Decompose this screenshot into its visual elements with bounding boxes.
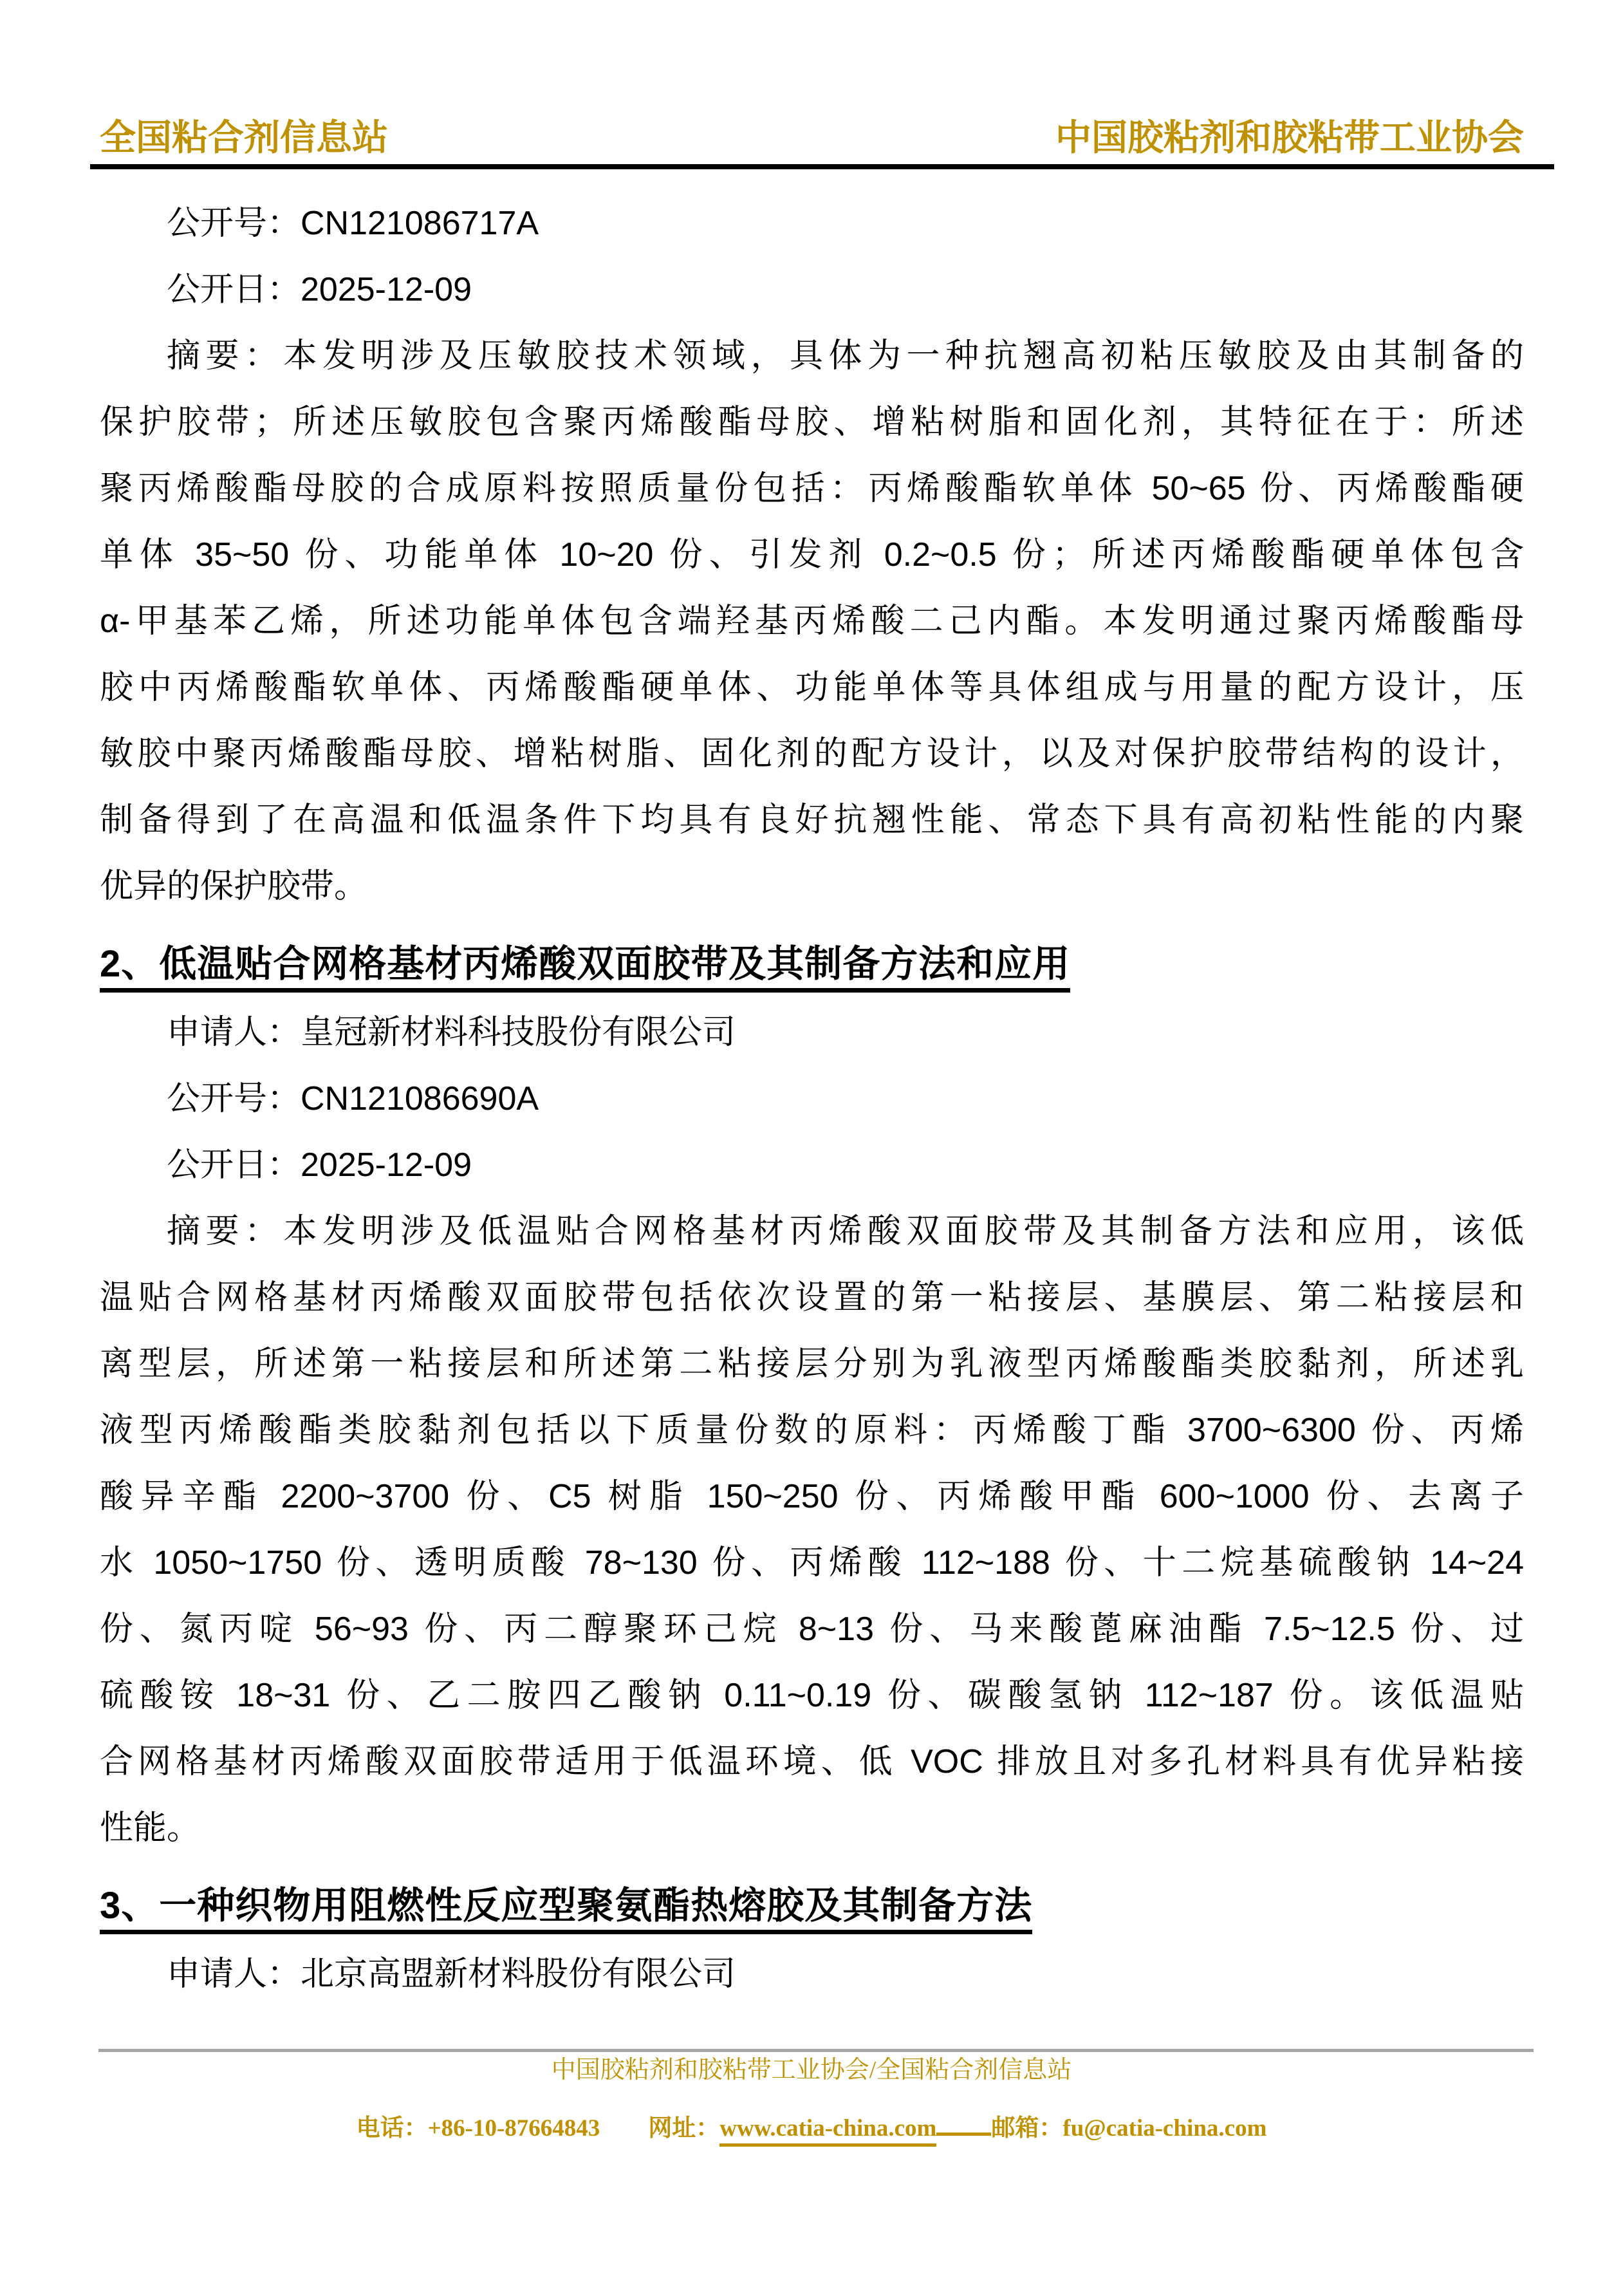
abstract-line: 摘要：本发明涉及低温贴合网格基材丙烯酸双面胶带及其制备方法和应用，该低 [167, 1213, 1524, 1250]
abstract-line: 胶中丙烯酸酯软单体、丙烯酸酯硬单体、功能单体等具体组成与用量的配方设计，压 [100, 669, 1524, 706]
publication-number-line: 公开号：CN121086717A [167, 205, 539, 242]
header-divider-rule [90, 164, 1554, 169]
abstract-line: 水 1050~1750 份、透明质酸 78~130 份、丙烯酸 112~188 份、十二烷基硫酸钠 14~24 [100, 1544, 1524, 1582]
abstract-line: 摘要：本发明涉及压敏胶技术领域，具体为一种抗翘高初粘压敏胶及由其制备的 [167, 337, 1524, 375]
footer-organization-line: 中国胶粘剂和胶粘带工业协会/全国粘合剂信息站 [551, 2057, 1072, 2084]
page-header [100, 118, 1524, 159]
footer-site-link[interactable]: www.catia-china.com [719, 2115, 936, 2147]
publication-date-line: 公开日：2025-12-09 [167, 271, 472, 308]
abstract-line: 敏胶中聚丙烯酸酯母胶、增粘树脂、固化剂的配方设计，以及对保护胶带结构的设计， [100, 735, 1524, 772]
abstract-line: 单体 35~50 份、功能单体 10~20 份、引发剂 0.2~0.5 份；所述丙烯酸酯硬单体包含 [100, 536, 1524, 574]
abstract-line: 酸异辛酯 2200~3700 份、C5 树脂 150~250 份、丙烯酸甲酯 600~1000 份、去离子 [100, 1478, 1524, 1515]
abstract-line: α-甲基苯乙烯，所述功能单体包含端羟基丙烯酸二己内酯。本发明通过聚丙烯酸酯母 [100, 602, 1524, 640]
publication-number-line: 公开号：CN121086690A [167, 1080, 539, 1117]
abstract-line: 温贴合网格基材丙烯酸双面胶带包括依次设置的第一粘接层、基膜层、第二粘接层和 [100, 1279, 1524, 1316]
abstract-line: 优异的保护胶带。 [100, 868, 368, 905]
publication-date-line: 公开日：2025-12-09 [167, 1146, 472, 1184]
footer-email: 邮箱：fu@catia-china.com [991, 2115, 1267, 2142]
footer-site-underline-tail [936, 2109, 991, 2136]
document-body [100, 191, 1524, 2008]
abstract-line: 份、氮丙啶 56~93 份、丙二醇聚环己烷 8~13 份、马来酸蓖麻油酯 7.5~12.5 份、过 [100, 1610, 1524, 1648]
header-right-title: 中国胶粘剂和胶粘带工业协会 [1055, 118, 1524, 158]
abstract-line: 液型丙烯酸酯类胶黏剂包括以下质量份数的原料：丙烯酸丁酯 3700~6300 份、丙烯 [100, 1412, 1524, 1449]
footer-phone: 电话：+86-10-87664843 [356, 2115, 600, 2142]
patent2-title-heading [100, 929, 1524, 1000]
applicant-line: 申请人：皇冠新材料科技股份有限公司 [167, 1014, 736, 1051]
patent3-title-heading [100, 1871, 1524, 1941]
applicant-line: 申请人：北京高盟新材料股份有限公司 [167, 1955, 736, 1993]
abstract-line: 制备得到了在高温和低温条件下均具有良好抗翘性能、常态下具有高初粘性能的内聚 [100, 801, 1524, 839]
header-left-title: 全国粘合剂信息站 [100, 118, 388, 158]
abstract-line: 性能。 [100, 1809, 201, 1847]
footer-divider-rule [98, 2049, 1534, 2052]
abstract-line: 离型层，所述第一粘接层和所述第二粘接层分别为乳液型丙烯酸酯类胶黏剂，所述乳 [100, 1345, 1524, 1383]
abstract-line: 硫酸铵 18~31 份、乙二胺四乙酸钠 0.11~0.19 份、碳酸氢钠 112~187 份。该低温贴 [100, 1677, 1524, 1714]
abstract-line: 聚丙烯酸酯母胶的合成原料按照质量份包括：丙烯酸酯软单体 50~65 份、丙烯酸酯硬 [100, 470, 1524, 507]
footer-contact-line [0, 2109, 1623, 2144]
abstract-line: 保护胶带；所述压敏胶包含聚丙烯酸酯母胶、增粘树脂和固化剂，其特征在于：所述 [100, 404, 1524, 441]
patent3-title-text: 3、一种织物用阻燃性反应型聚氨酯热熔胶及其制备方法 [100, 1885, 1032, 1934]
patent2-title-text: 2、低温贴合网格基材丙烯酸双面胶带及其制备方法和应用 [100, 943, 1070, 993]
abstract-line: 合网格基材丙烯酸双面胶带适用于低温环境、低 VOC 排放且对多孔材料具有优异粘接 [100, 1743, 1524, 1780]
footer-site-label: 网址： [648, 2115, 720, 2142]
